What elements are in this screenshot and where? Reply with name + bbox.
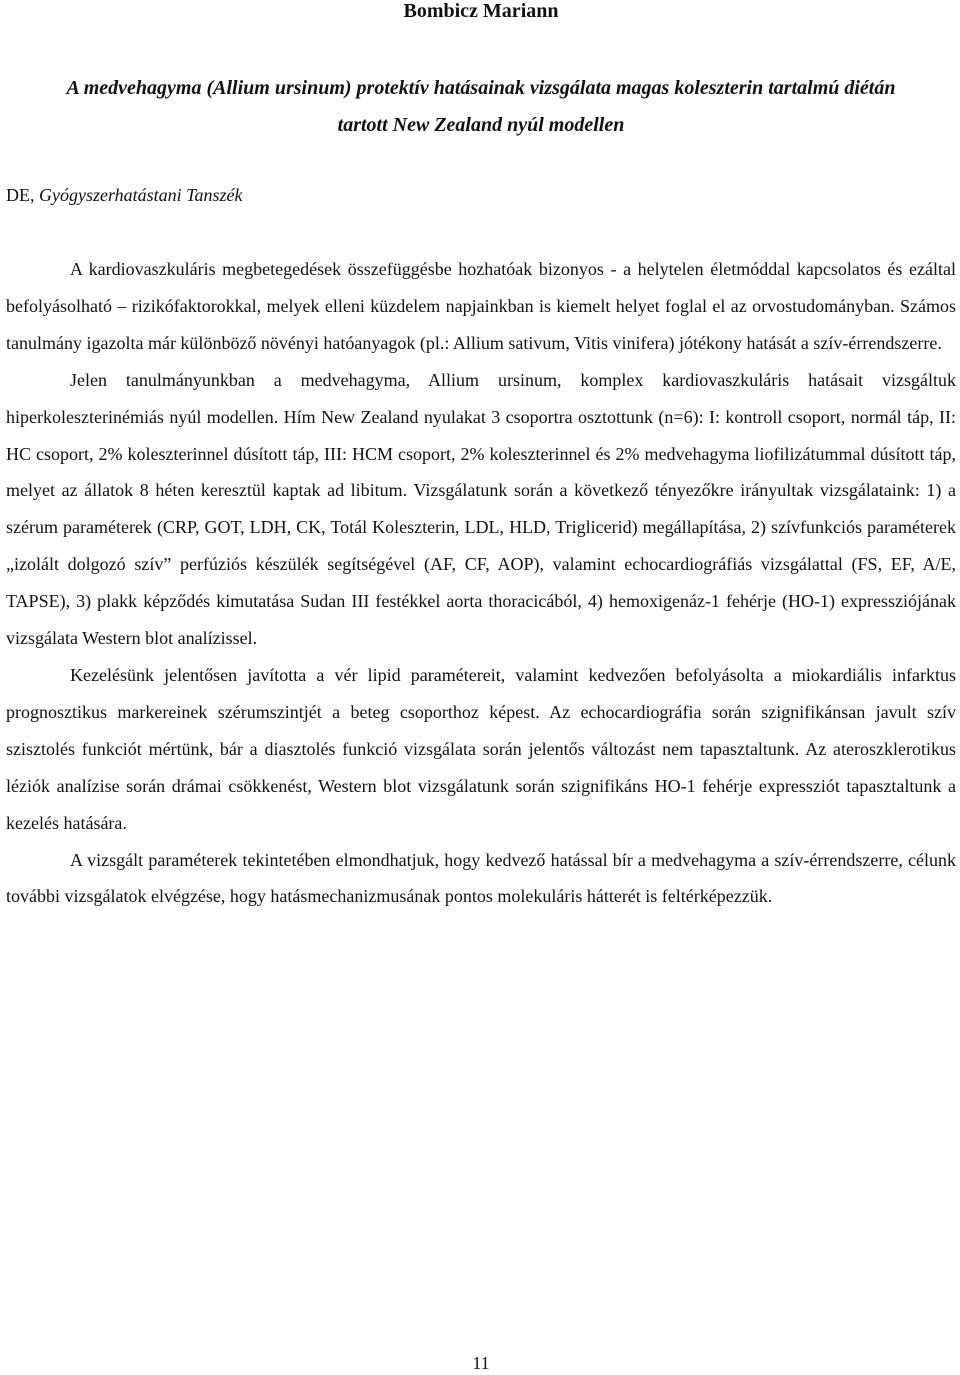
paragraph-conclusion: A vizsgált paraméterek tekintetében elmondhatjuk, hogy kedvező hatással bír a medvehagyma a szív-érrendszerre, célunk további vizsgálatok elvégzése, hogy hatásmechanizmusának pontos molekuláris hátterét is feltérképezzük. [6,849,956,907]
abstract-body [6,251,956,915]
affiliation-department: Gyógyszerhatástani Tanszék [39,185,243,205]
paragraph-methods: Jelen tanulmányunkban a medvehagyma, Allium ursinum, komplex kardiovaszkuláris hatásait vizsgáltuk hiperkoleszterinémiás nyúl modellen. Hím New Zealand nyulakat 3 csoportra osztottunk (n=6): I: kontroll csoport, normál táp, II: HC csoport, 2% koleszterinnel dúsított táp, III: HCM csoport, 2% koleszterinnel és 2% medvehagyma liofilizátummal dúsított táp, melyet az állatok 8 héten keresztül kaptak ad libitum. Vizsgálatunk során a következő tényezőkre irányultak vizsgálataink: 1) a szérum paraméterek (CRP, GOT, LDH, CK, Totál Koleszterin, LDL, HLD, Triglicerid) megállapítása, 2) szívfunkciós paraméterek „izolált dolgozó szív” perfúziós készülék segítségével (AF, CF, AOP), valamint echocardiográfiás vizsgálattal (FS, EF, A/E, TAPSE), 3) plakk képződés kimutatása Sudan III festékkel aorta thoracicából, 4) hemoxigenáz-1 fehérje (HO-1) expressziójának vizsgálata Western blot analízissel. [6,369,956,649]
document-page [6,0,956,1373]
page-number: 11 [472,1353,490,1373]
abstract-title [6,70,956,144]
affiliation-institution: DE, [6,185,35,205]
author-name: Bombicz Mariann [403,0,559,22]
paragraph-background: A kardiovaszkuláris megbetegedések összefüggésbe hozhatóak bizonyos - a helytelen életmóddal kapcsolatos és ezáltal befolyásolható – rizikófaktorokkal, melyek elleni küzdelem napjainkban is kiemelt helyet foglal el az orvostudományban. Számos tanulmány igazolta már különböző növényi hatóanyagok (pl.: Allium sativum, Vitis vinifera) jótékony hatását a szív-érrendszerre. [6,259,956,353]
title-line-2: tartott New Zealand nyúl modellen [337,114,625,136]
affiliation [6,180,956,210]
paragraph-results: Kezelésünk jelentősen javította a vér lipid paramétereit, valamint kedvezően befolyásolta a miokardiális infarktus prognosztikus markereinek szérumszintjét a beteg csoporthoz képest. Az echocardiográfia során szignifikánsan javult szív szisztolés funkciót mértünk, bár a diasztolés funkció vizsgálata során jelentős változást nem tapasztaltunk. Az ateroszklerotikus léziók analízise során drámai csökkenést, Western blot vizsgálatunk során szignifikáns HO-1 fehérje expressziót tapasztaltunk a kezelés hatására. [6,664,956,833]
title-line-1: A medvehagyma (Allium ursinum) protektív hatásainak vizsgálata magas koleszterin tartalmú diétán [66,77,896,99]
